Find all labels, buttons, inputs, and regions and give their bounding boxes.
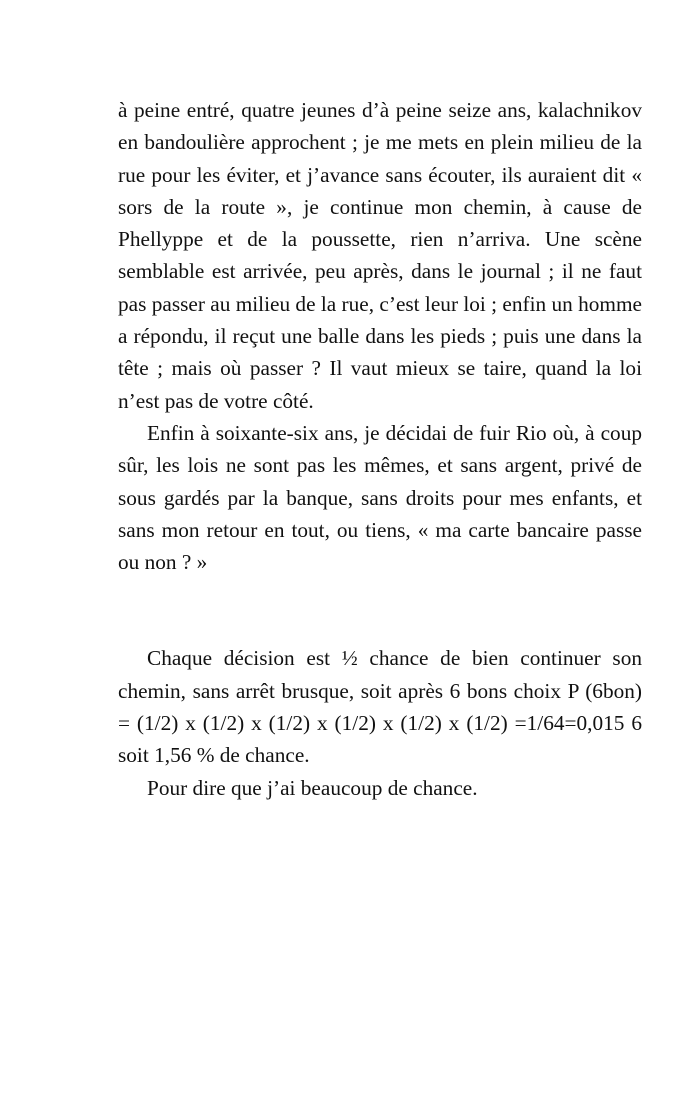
paragraph-1: à peine entré, quatre jeunes d’à peine seize ans, kalachnikov en bandoulière approchent ; je me mets en plein milieu de la rue pour les éviter, et j’avance sans écouter, ils auraient dit « sors de la route », je continue mon chemin, à cause de Phellyppe et de la poussette, rien n’arriva. Une scène semblable est arrivée, peu après, dans le journal ; il ne faut pas passer au milieu de la rue, c’est leur loi ; enfin un homme a répondu, il reçut une balle dans les pieds ; puis une dans la tête ; mais où passer ? Il vaut mieux se taire, quand la loi n’est pas de votre côté. [118, 98, 642, 413]
paragraph-2: Enfin à soixante-six ans, je décidai de fuir Rio où, à coup sûr, les lois ne sont pas les mêmes, et sans argent, privé de sous gardés par la banque, sans droits pour mes enfants, et sans mon retour en tout, ou tiens, « ma carte bancaire passe ou non ? » [118, 420, 642, 575]
paragraph-4: Pour dire que j’ai beaucoup de chance. [147, 775, 478, 800]
page-body [118, 94, 642, 804]
section-gap [118, 578, 642, 642]
paragraph-3: Chaque décision est ½ chance de bien continuer son chemin, sans arrêt brusque, soit après 6 bons choix P (6bon) = (1/2) x (1/2) x (1/2) x (1/2) x (1/2) x (1/2) =1/64=0,015 6 soit 1,56 % de chance. [118, 646, 642, 768]
